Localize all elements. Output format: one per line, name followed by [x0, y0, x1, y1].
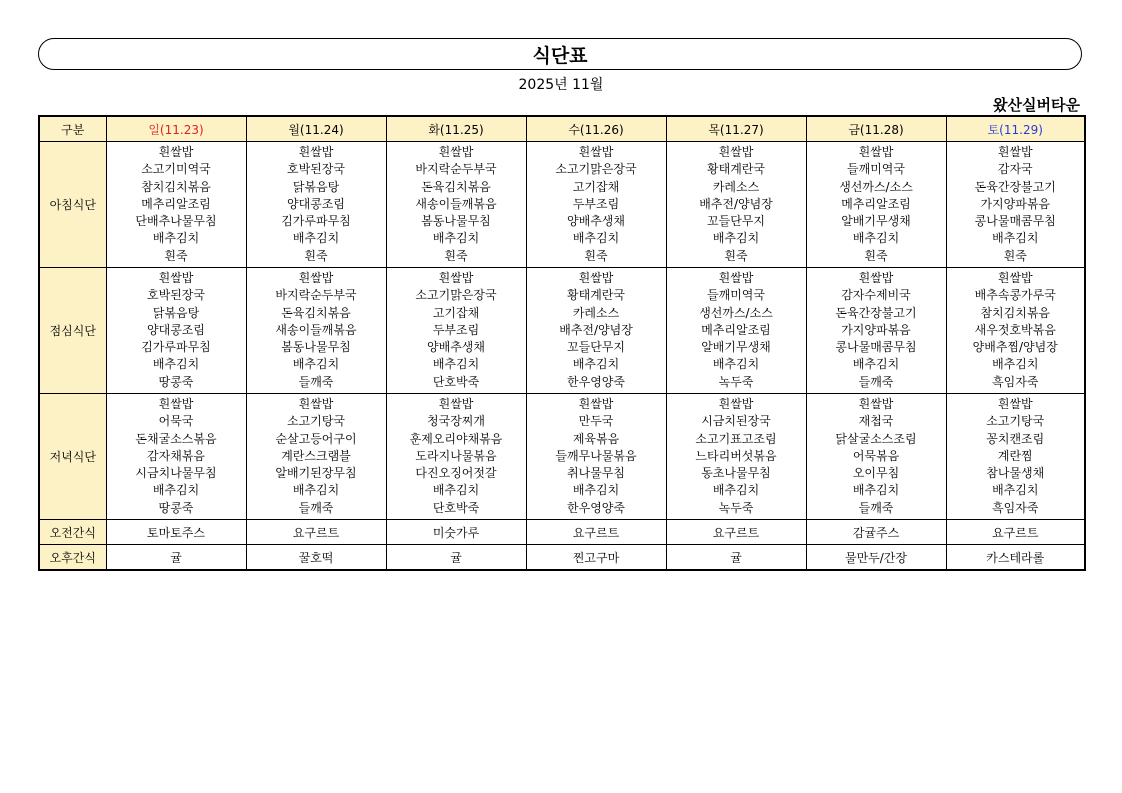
- menu-item: 김가루파무침: [141, 340, 211, 355]
- menu-item: 땅콩죽: [158, 374, 194, 389]
- menu-item: 소고기표고조림: [695, 431, 777, 446]
- menu-item: 흰쌀밥: [858, 396, 894, 411]
- menu-item: 흰죽: [1003, 248, 1027, 263]
- menu-item: 배추속콩가루국: [974, 288, 1056, 303]
- meal-label: 점심식단: [39, 268, 106, 394]
- menu-cell: [106, 394, 246, 520]
- menu-item: 느타리버섯볶음: [695, 448, 777, 463]
- snack-cell: 꿀호떡: [246, 545, 386, 571]
- menu-item: 배추김치: [712, 231, 760, 246]
- menu-item: 흰쌀밥: [298, 396, 334, 411]
- menu-item: 한우영양죽: [567, 374, 625, 389]
- page-title: 식단표: [532, 44, 588, 67]
- menu-item: 단배추나물무침: [135, 214, 217, 229]
- menu-item: 꼬들단무지: [567, 340, 625, 355]
- menu-cell: [106, 268, 246, 394]
- menu-cell: [246, 268, 386, 394]
- menu-item: 봄동나물무침: [281, 340, 351, 355]
- menu-item: 카레소스: [712, 179, 760, 194]
- meal-label: 아침식단: [39, 142, 106, 268]
- menu-item: 흑임자죽: [992, 500, 1039, 515]
- menu-item: 녹두죽: [718, 374, 754, 389]
- menu-item: 콩나물매콤무침: [974, 214, 1056, 229]
- menu-item: 흰쌀밥: [997, 396, 1033, 411]
- snack-cell: 물만두/간장: [806, 545, 946, 571]
- snack-cell: 찐고구마: [526, 545, 666, 571]
- menu-item: 닭볶음탕: [152, 305, 200, 320]
- menu-item: 양배추찜/양념장: [972, 340, 1058, 355]
- menu-item: 흰죽: [444, 248, 468, 263]
- menu-item: 배추김치: [152, 483, 200, 498]
- menu-item: 흰죽: [584, 248, 608, 263]
- menu-item: 배추김치: [852, 357, 900, 372]
- menu-item: 바지락순두부국: [275, 288, 357, 303]
- menu-item: 감자수제비국: [841, 288, 911, 303]
- menu-item: 두부조림: [572, 196, 620, 211]
- menu-item: 들깨미역국: [707, 288, 765, 303]
- menu-item: 배추김치: [852, 483, 900, 498]
- menu-cell: [806, 268, 946, 394]
- menu-cell: [106, 142, 246, 268]
- menu-item: 흰죽: [164, 248, 188, 263]
- menu-item: 새송이들깨볶음: [275, 322, 357, 337]
- menu-item: 흰죽: [724, 248, 748, 263]
- menu-item: 시금치나물무침: [135, 466, 217, 481]
- menu-item: 양배추생채: [427, 340, 485, 355]
- menu-cell: [246, 394, 386, 520]
- menu-item: 흰쌀밥: [438, 396, 474, 411]
- day-header: 토(11.29): [946, 116, 1085, 142]
- menu-item: 흑임자죽: [992, 374, 1039, 389]
- menu-item: 흰쌀밥: [858, 270, 894, 285]
- meal-row: [39, 394, 1085, 520]
- menu-item: 호박된장국: [287, 162, 345, 177]
- snack-cell: 미숫가루: [386, 520, 526, 545]
- menu-item: 청국장찌개: [427, 414, 485, 429]
- day-header: 목(11.27): [666, 116, 806, 142]
- menu-item: 배추김치: [432, 357, 480, 372]
- menu-item: 배추김치: [292, 357, 340, 372]
- menu-item: 고기잡채: [432, 305, 480, 320]
- menu-item: 양대콩조림: [147, 322, 205, 337]
- snack-label: 오후간식: [39, 545, 106, 571]
- menu-item: 고기잡채: [572, 179, 620, 194]
- menu-item: 녹두죽: [718, 500, 754, 515]
- menu-item: 제육볶음: [572, 431, 620, 446]
- menu-item: 가지양파볶음: [980, 196, 1051, 211]
- menu-item: 흰죽: [304, 248, 328, 263]
- menu-item: 소고기맑은장국: [555, 162, 637, 177]
- menu-item: 참치김치볶음: [980, 305, 1051, 320]
- menu-item: 알배기무생채: [841, 214, 911, 229]
- snack-label: 오전간식: [39, 520, 106, 545]
- menu-item: 카레소스: [572, 305, 620, 320]
- menu-item: 호박된장국: [147, 288, 205, 303]
- day-header: 일(11.23): [106, 116, 246, 142]
- menu-item: 배추김치: [712, 357, 760, 372]
- menu-item: 단호박죽: [432, 374, 480, 389]
- menu-item: 생선까스/소스: [699, 305, 773, 320]
- day-header: 월(11.24): [246, 116, 386, 142]
- menu-item: 참나물생채: [986, 466, 1045, 481]
- menu-cell: [386, 268, 526, 394]
- menu-item: 들깨미역국: [847, 162, 905, 177]
- menu-item: 흰쌀밥: [997, 270, 1033, 285]
- menu-item: 땅콩죽: [158, 500, 194, 515]
- facility-name: 왔산실버타운: [993, 96, 1080, 114]
- menu-item: 재첩국: [858, 414, 894, 429]
- menu-cell: [526, 268, 666, 394]
- day-header: 화(11.25): [386, 116, 526, 142]
- menu-item: 들깨죽: [298, 374, 334, 389]
- menu-item: 꽁치캔조림: [986, 431, 1045, 446]
- menu-item: 배추김치: [852, 231, 900, 246]
- snack-cell: 카스테라롤: [946, 545, 1085, 571]
- menu-item: 한우영양죽: [567, 500, 625, 515]
- snack-cell: 감귤주스: [806, 520, 946, 545]
- menu-item: 흰쌀밥: [578, 396, 614, 411]
- menu-item: 배추김치: [152, 357, 200, 372]
- menu-item: 오이무침: [852, 466, 900, 481]
- snack-row: [39, 520, 1085, 545]
- menu-item: 흰쌀밥: [438, 270, 474, 285]
- menu-item: 흰쌀밥: [298, 270, 334, 285]
- menu-item: 흰죽: [864, 248, 888, 263]
- menu-cell: [806, 142, 946, 268]
- menu-item: 순살고등어구이: [275, 431, 357, 446]
- menu-item: 돈채굴소스볶음: [135, 431, 217, 446]
- menu-item: 흰쌀밥: [578, 144, 614, 159]
- title-banner: [38, 38, 1082, 70]
- menu-item: 흰쌀밥: [158, 270, 194, 285]
- menu-item: 바지락순두부국: [415, 162, 497, 177]
- menu-item: 다진오징어젓갈: [415, 466, 497, 481]
- menu-item: 두부조림: [432, 322, 480, 337]
- menu-item: 배추김치: [572, 483, 620, 498]
- menu-item: 황태계란국: [707, 162, 765, 177]
- menu-item: 알배기무생채: [701, 340, 771, 355]
- menu-item: 메추리알조림: [841, 196, 911, 211]
- day-header: 수(11.26): [526, 116, 666, 142]
- menu-cell: [526, 142, 666, 268]
- menu-item: 소고기탕국: [986, 414, 1045, 429]
- header-row: [39, 116, 1085, 142]
- menu-cell: [946, 268, 1085, 394]
- menu-item: 돈육김치볶음: [281, 305, 351, 320]
- menu-item: 흰쌀밥: [718, 270, 754, 285]
- menu-item: 흰쌀밥: [997, 144, 1033, 159]
- menu-item: 새우젓호박볶음: [974, 322, 1056, 337]
- snack-cell: 귤: [386, 545, 526, 571]
- menu-item: 황태계란국: [567, 288, 625, 303]
- menu-item: 참치김치볶음: [141, 179, 211, 194]
- menu-item: 들깨죽: [858, 374, 894, 389]
- menu-item: 배추전/양념장: [559, 322, 633, 337]
- menu-item: 가지양파볶음: [841, 322, 911, 337]
- menu-item: 감자채볶음: [147, 448, 205, 463]
- snack-cell: 귤: [106, 545, 246, 571]
- menu-item: 흰쌀밥: [578, 270, 614, 285]
- menu-item: 소고기탕국: [287, 414, 345, 429]
- menu-item: 들깨죽: [298, 500, 334, 515]
- snack-cell: 요구르트: [246, 520, 386, 545]
- menu-item: 계란스크램블: [281, 448, 351, 463]
- menu-cell: [666, 142, 806, 268]
- menu-item: 흰쌀밥: [718, 144, 754, 159]
- menu-item: 메추리알조림: [141, 196, 211, 211]
- menu-item: 메추리알조림: [701, 322, 771, 337]
- menu-item: 감자국: [997, 162, 1033, 177]
- menu-item: 꼬들단무지: [707, 214, 765, 229]
- menu-item: 들깨죽: [858, 500, 894, 515]
- menu-item: 생선까스/소스: [839, 179, 913, 194]
- meal-label: 저녁식단: [39, 394, 106, 520]
- menu-cell: [946, 394, 1085, 520]
- table-body: [39, 142, 1085, 571]
- menu-item: 소고기맑은장국: [415, 288, 497, 303]
- menu-item: 흰쌀밥: [438, 144, 474, 159]
- menu-item: 닭볶음탕: [292, 179, 340, 194]
- menu-item: 배추김치: [992, 483, 1039, 498]
- menu-item: 돈육김치볶음: [421, 179, 491, 194]
- snack-cell: 요구르트: [666, 520, 806, 545]
- menu-item: 배추전/양념장: [699, 196, 773, 211]
- menu-item: 김가루파무침: [281, 214, 351, 229]
- menu-cell: [386, 394, 526, 520]
- menu-item: 흰쌀밥: [158, 396, 194, 411]
- menu-item: 계란찜: [997, 448, 1033, 463]
- menu-cell: [666, 268, 806, 394]
- menu-item: 양배추생채: [567, 214, 625, 229]
- menu-item: 배추김치: [152, 231, 200, 246]
- menu-cell: [526, 394, 666, 520]
- menu-item: 돈육간장불고기: [835, 305, 917, 320]
- menu-item: 어묵볶음: [852, 448, 900, 463]
- menu-item: 배추김치: [992, 231, 1039, 246]
- meal-row: [39, 268, 1085, 394]
- menu-item: 배추김치: [572, 357, 620, 372]
- snack-row: [39, 545, 1085, 571]
- menu-item: 소고기미역국: [141, 162, 211, 177]
- menu-item: 어묵국: [158, 414, 194, 429]
- meal-row: [39, 142, 1085, 268]
- menu-item: 닭살굴소스조림: [835, 431, 917, 446]
- menu-item: 배추김치: [432, 231, 480, 246]
- menu-item: 배추김치: [432, 483, 480, 498]
- menu-item: 배추김치: [292, 483, 340, 498]
- snack-cell: 귤: [666, 545, 806, 571]
- snack-cell: 요구르트: [526, 520, 666, 545]
- day-header: 금(11.28): [806, 116, 946, 142]
- snack-cell: 토마토주스: [106, 520, 246, 545]
- menu-item: 봄동나물무침: [421, 214, 491, 229]
- month-subtitle: 2025년 11월: [518, 77, 604, 93]
- menu-item: 흰쌀밥: [718, 396, 754, 411]
- menu-item: 시금치된장국: [701, 414, 771, 429]
- menu-item: 양대콩조림: [287, 196, 345, 211]
- menu-item: 배추김치: [712, 483, 760, 498]
- menu-cell: [806, 394, 946, 520]
- menu-cell: [666, 394, 806, 520]
- menu-item: 들깨무나물볶음: [555, 448, 637, 463]
- menu-cell: [946, 142, 1085, 268]
- menu-item: 취나물무침: [567, 466, 625, 481]
- menu-item: 훈제오리야채볶음: [409, 431, 503, 446]
- menu-item: 동초나물무침: [701, 466, 771, 481]
- menu-item: 배추김치: [292, 231, 340, 246]
- menu-item: 만두국: [578, 414, 614, 429]
- menu-item: 흰쌀밥: [298, 144, 334, 159]
- menu-cell: [246, 142, 386, 268]
- menu-item: 배추김치: [992, 357, 1039, 372]
- menu-item: 단호박죽: [432, 500, 480, 515]
- menu-item: 배추김치: [572, 231, 620, 246]
- snack-cell: 요구르트: [946, 520, 1085, 545]
- corner-label: 구분: [39, 116, 106, 142]
- menu-item: 흰쌀밥: [158, 144, 194, 159]
- menu-item: 알배기된장무침: [275, 466, 357, 481]
- meal-table: [38, 115, 1086, 571]
- menu-item: 흰쌀밥: [858, 144, 894, 159]
- menu-item: 콩나물매콤무침: [835, 340, 917, 355]
- menu-item: 새송이들깨볶음: [415, 196, 497, 211]
- menu-cell: [386, 142, 526, 268]
- menu-item: 돈육간장불고기: [974, 179, 1056, 194]
- menu-item: 도라지나물볶음: [415, 448, 497, 463]
